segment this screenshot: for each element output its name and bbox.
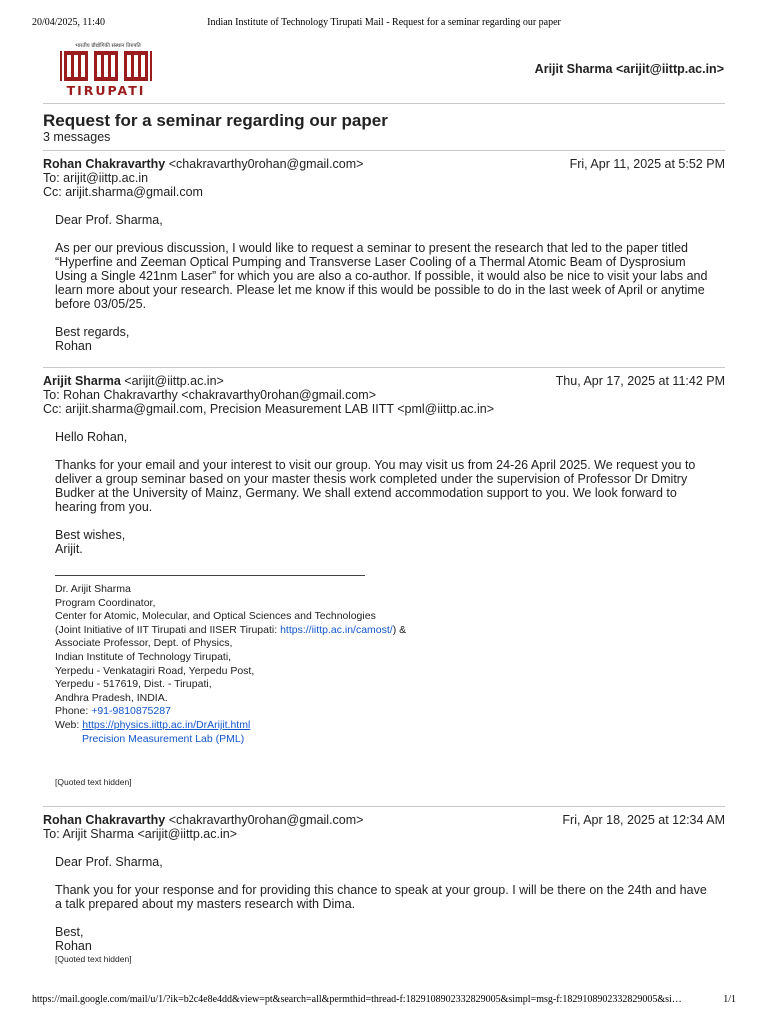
signoff-name: Rohan [55, 939, 92, 953]
email-signature [55, 583, 406, 746]
print-url: https://mail.google.com/mail/u/1/?ik=b2c4e8e4dd&view=pt&search=all&permthid=thread-f:1829108902332829005&simpl=msg-f:1829108902332829005&si… [32, 994, 682, 1005]
message-header-1 [43, 157, 725, 199]
greeting: Hello Rohan, [55, 430, 128, 444]
closing-line: Best wishes, [55, 528, 126, 542]
message-divider [43, 367, 725, 368]
signature-position: Associate Professor, Dept. of Physics, [55, 637, 233, 650]
signature-joint-prefix: (Joint Initiative of IIT Tirupati and IISER Tirupati: [55, 623, 281, 636]
sender-name: Rohan Chakravarthy [43, 813, 166, 827]
message-body-3 [55, 855, 715, 953]
print-datetime: 20/04/2025, 11:40 [32, 17, 105, 28]
recipient-to: To: Rohan Chakravarthy <chakravarthy0rohan@gmail.com> [43, 388, 376, 402]
phone-label: Phone: [55, 705, 92, 718]
quoted-text-toggle[interactable]: [Quoted text hidden] [55, 777, 132, 787]
iit-tirupati-logo [60, 40, 156, 98]
signature-address-2: Yerpedu - 517619, Dist. - Tirupati, [55, 678, 212, 691]
greeting: Dear Prof. Sharma, [55, 213, 163, 227]
message-header-2 [43, 374, 725, 416]
quoted-text-toggle[interactable]: [Quoted text hidden] [55, 954, 132, 964]
web-link[interactable]: https://physics.iittp.ac.in/DrArijit.html [82, 718, 251, 731]
account-label: Arijit Sharma <arijit@iittp.ac.in> [534, 62, 724, 76]
svg-text:TIRUPATI: TIRUPATI [66, 83, 146, 98]
recipient-to: To: Arijit Sharma <arijit@iittp.ac.in> [43, 827, 238, 841]
body-paragraph: Thanks for your email and your interest to visit our group. You may visit us from 24-26 April 2025. We request you to deliver a group seminar based on your master thesis work completed under the supervision of Professor Dr Dmitry Budker at the University of Mainz, Germany. We shall extend accommodation support to you. We look forward to hearing from you. [55, 458, 696, 514]
recipient-cc: Cc: arijit.sharma@gmail.com [43, 185, 203, 199]
message-count: 3 messages [43, 130, 111, 144]
body-paragraph: As per our previous discussion, I would like to request a seminar to present the research that led to the paper titled “Hyperfine and Zeeman Optical Pumping and Transverse Laser Cooling of a Thermal Atomic Beam of Dysprosium Using a Single 421nm Laser” for which you are also a co-author. If possible, it would also be nice to visit your labs and learn more about your research. Please let me know if this would be possible to do in the last week of April or anytime before 03/05/25. [55, 241, 708, 311]
print-title: Indian Institute of Technology Tirupati Mail - Request for a seminar regarding our paper [207, 17, 561, 28]
message-body-2 [55, 430, 715, 556]
page-number: 1/1 [723, 994, 736, 1005]
message-date: Fri, Apr 18, 2025 at 12:34 AM [562, 813, 725, 827]
signature-name: Dr. Arijit Sharma [55, 583, 131, 595]
signature-institute: Indian Institute of Technology Tirupati, [55, 650, 232, 663]
body-paragraph: Thank you for your response and for providing this chance to speak at your group. I will be there on the 24th and have a talk prepared about my masters research with Dima. [55, 883, 707, 911]
message-body-1 [55, 213, 715, 353]
pml-link[interactable]: Precision Measurement Lab (PML) [82, 732, 245, 745]
message-date: Fri, Apr 11, 2025 at 5:52 PM [569, 157, 725, 171]
signoff-name: Rohan [55, 339, 92, 353]
signature-address-3: Andhra Pradesh, INDIA. [55, 691, 168, 704]
greeting: Dear Prof. Sharma, [55, 855, 163, 869]
sender-name: Rohan Chakravarthy [43, 157, 166, 171]
message-divider [43, 806, 725, 807]
header-divider [43, 103, 725, 104]
signature-divider [55, 575, 365, 576]
web-label: Web: [55, 718, 83, 731]
svg-text:भारतीय प्रौद्योगिकी संस्थान ति: भारतीय प्रौद्योगिकी संस्थान तिरुपति [75, 43, 141, 49]
closing-line: Best, [55, 925, 84, 939]
phone-link[interactable]: +91-9810875287 [91, 705, 171, 718]
signature-joint-suffix: ) & [392, 623, 407, 636]
sender-email: <arijit@iittp.ac.in> [124, 374, 224, 388]
print-header [32, 17, 736, 31]
message-date: Thu, Apr 17, 2025 at 11:42 PM [555, 374, 725, 388]
sender-name: Arijit Sharma [43, 374, 121, 388]
closing [55, 325, 715, 353]
sender-email: <chakravarthy0rohan@gmail.com> [168, 813, 364, 827]
thread-subject: Request for a seminar regarding our paper [43, 111, 388, 130]
sender-email: <chakravarthy0rohan@gmail.com> [168, 157, 364, 171]
closing-line: Best regards, [55, 325, 130, 339]
signature-address-1: Yerpedu - Venkatagiri Road, Yerpedu Post, [55, 664, 255, 677]
recipient-cc: Cc: arijit.sharma@gmail.com, Precision Measurement LAB IITT <pml@iittp.ac.in> [43, 402, 494, 416]
message-header-3 [43, 813, 725, 841]
camost-link[interactable]: https://iittp.ac.in/camost/ [280, 623, 393, 636]
signature-role: Program Coordinator, [55, 596, 156, 609]
closing [55, 528, 715, 556]
recipient-to: To: arijit@iittp.ac.in [43, 171, 149, 185]
signature-center: Center for Atomic, Molecular, and Optical Sciences and Technologies [55, 610, 376, 623]
signoff-name: Arijit. [55, 542, 83, 556]
print-footer [32, 994, 736, 1008]
message-divider [43, 150, 725, 151]
closing [55, 925, 715, 953]
